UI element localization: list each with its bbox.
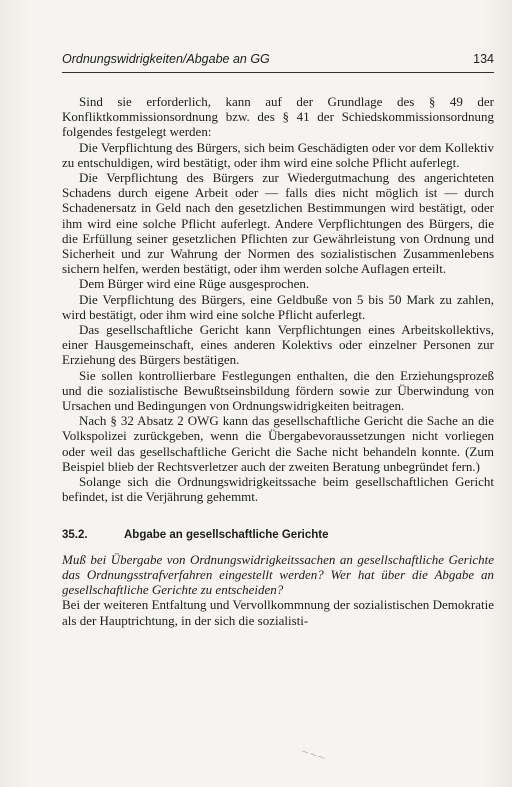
paragraph: Sie sollen kontrollierbare Festlegungen enthalten, die den Erziehungsprozeß und die sozialistische Bewußtseinsbildung fördern sowie zur Überwindung von Ursachen und Bedingungen von Ordnungswidrigkeiten beitragen. [62,367,494,414]
paragraph: Das gesellschaftliche Gericht kann Verpflichtungen eines Arbeitskollektivs, einer Hausgemeinschaft, eines anderen Kolektivs oder einzelner Personen zur Erziehung des Bürgers bestätigen. [62,322,494,368]
header-title: Ordnungswidrigkeiten/Abgabe an GG [62,52,270,66]
paragraph: Die Verpflichtung des Bürgers, eine Geldbuße von 5 bis 50 Mark zu zahlen, wird bestätigt, oder ihm wird eine solche Pflicht auferlegt. [62,291,494,322]
scan-smudge-mark: ~~~ [299,746,327,765]
paragraph: Dem Bürger wird eine Rüge ausgesprochen. [79,276,310,292]
paragraph: Die Verpflichtung des Bürgers, sich beim Geschädigten oder vor dem Kollektiv zu entschuldigen, wird bestätigt, oder ihm wird eine solche Pflicht auferlegt. [62,139,494,170]
page-number: 134 [473,52,494,66]
paragraph: Bei der weiteren Entfaltung und Vervollkommnung der sozialistischen Demokratie als der Hauptrichtung, in der sich die sozialisti- [62,597,494,628]
running-header [62,46,494,73]
paragraph: Nach § 32 Absatz 2 OWG kann das gesellschaftliche Gericht die Sache an die Volkspolizei zurückgeben, wenn die Übergabevoraussetzungen nicht vorliegen oder weil das gesellschaftliche Gericht die Sache nicht behandeln konnte. (Zum Beispiel blieb der Rechtsverletzer auch der zweiten Beratung unbegründet fern.) [62,413,494,474]
paragraph: Die Verpflichtung des Bürgers zur Wiedergutmachung des angerichteten Schadens durch eigene Arbeit oder — falls dies nicht möglich ist — durch Schadenersatz in Geld nach den gesetzlichen Bestimmungen wird bestätigt, oder ihm wird eine solche Pflicht auferlegt. Andere Verpflichtungen des Bürgers, die die Erfüllung seiner gesetzlichen Pflichten zur Gewährleistung von Ordnung und Sicherheit und zur Wahrung der Normen des sozialistischen Zusammenlebens sichern helfen, werden bestätigt, oder ihm werden solche Auflagen erteilt. [62,170,494,277]
body-text [62,94,494,628]
section-number: 35.2. [62,529,88,542]
section-heading [62,528,494,543]
paragraph: Solange sich die Ordnungswidrigkeitssache beim gesellschaftlichen Gericht befindet, ist die Verjährung gehemmt. [62,474,494,505]
section-question: Muß bei Übergabe von Ordnungswidrigkeitssachen an gesellschaftliche Gerichte das Ordnungsstrafverfahren eingestellt werden? Wer hat über die Abgabe an gesellschaftliche Gerichte zu entscheiden? [62,551,494,598]
paragraph: Sind sie erforderlich, kann auf der Grundlage des § 49 der Konfliktkommissionsordnung bzw. des § 41 der Schiedskommissionsordnung folgendes festgelegt werden: [62,94,494,140]
section-title: Abgabe an gesellschaftliche Gerichte [124,529,329,542]
